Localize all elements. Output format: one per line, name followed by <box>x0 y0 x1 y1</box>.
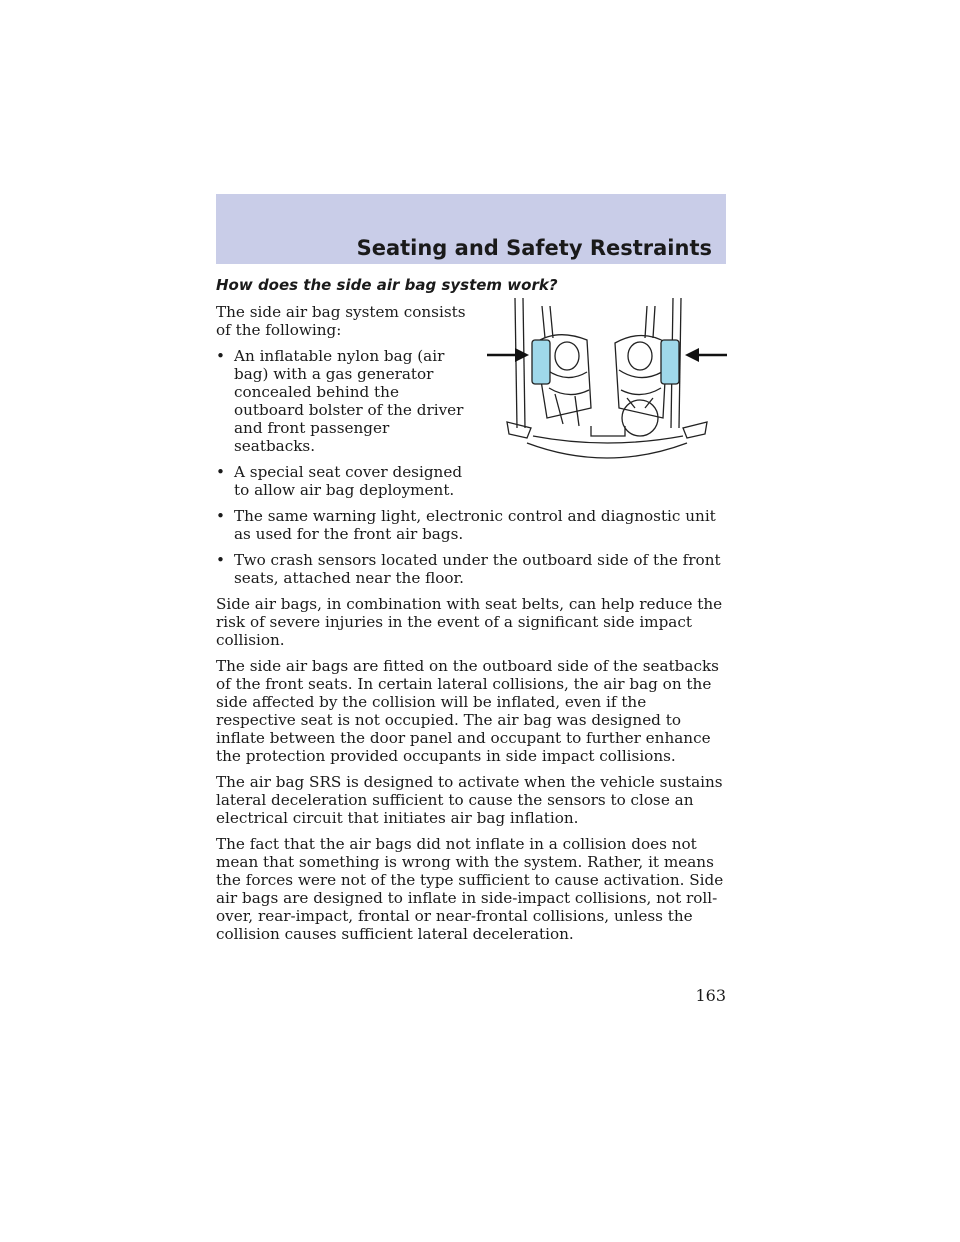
list-item-text: Two crash sensors located under the outboard side of the front seats, attached near the floor. <box>234 551 721 587</box>
bullet-icon: • <box>216 463 225 481</box>
intro-text: The side air bag system consists of the following: <box>216 303 466 339</box>
main-content <box>216 276 728 951</box>
paragraph: The air bag SRS is designed to activate when the vehicle sustains lateral deceleration sufficient to cause the sensors to close an electrical circuit that initiates air bag inflation. <box>216 773 723 827</box>
component-list <box>216 347 728 587</box>
list-item-text: An inflatable nylon bag (air bag) with a gas generator concealed behind the outboard bolster of the driver and front passenger seatbacks. <box>234 347 464 455</box>
list-item-text: A special seat cover designed to allow air bag deployment. <box>234 463 463 499</box>
section-heading: How does the side air bag system work? <box>216 276 558 294</box>
list-item <box>216 551 728 587</box>
list-item <box>216 507 728 543</box>
bullet-icon: • <box>216 551 225 569</box>
paragraph: Side air bags, in combination with seat belts, can help reduce the risk of severe injuries in the event of a significant side impact collision. <box>216 595 723 649</box>
list-item-text: The same warning light, electronic control and diagnostic unit as used for the front air bags. <box>234 507 716 543</box>
list-item <box>216 347 466 455</box>
paragraph: The fact that the air bags did not inflate in a collision does not mean that something is wrong with the system. Rather, it means the forces were not of the type sufficient to cause activation. Side air bags are designed to inflate in side-impact collisions, not roll-over, rear-impact, frontal or near-frontal collisions, unless the collision causes sufficient lateral deceleration. <box>216 835 724 943</box>
bullet-icon: • <box>216 347 225 365</box>
bullet-icon: • <box>216 507 225 525</box>
paragraph: The side air bags are fitted on the outboard side of the seatbacks of the front seats. In certain lateral collisions, the air bag on the side affected by the collision will be inflated, even if the respective seat is not occupied. The air bag was designed to inflate between the door panel and occupant to further enhance the protection provided occupants in side impact collisions. <box>216 657 719 765</box>
page-number: 163 <box>695 986 726 1005</box>
header-band <box>216 194 726 264</box>
page-title: Seating and Safety Restraints <box>356 236 712 260</box>
list-item <box>216 463 466 499</box>
